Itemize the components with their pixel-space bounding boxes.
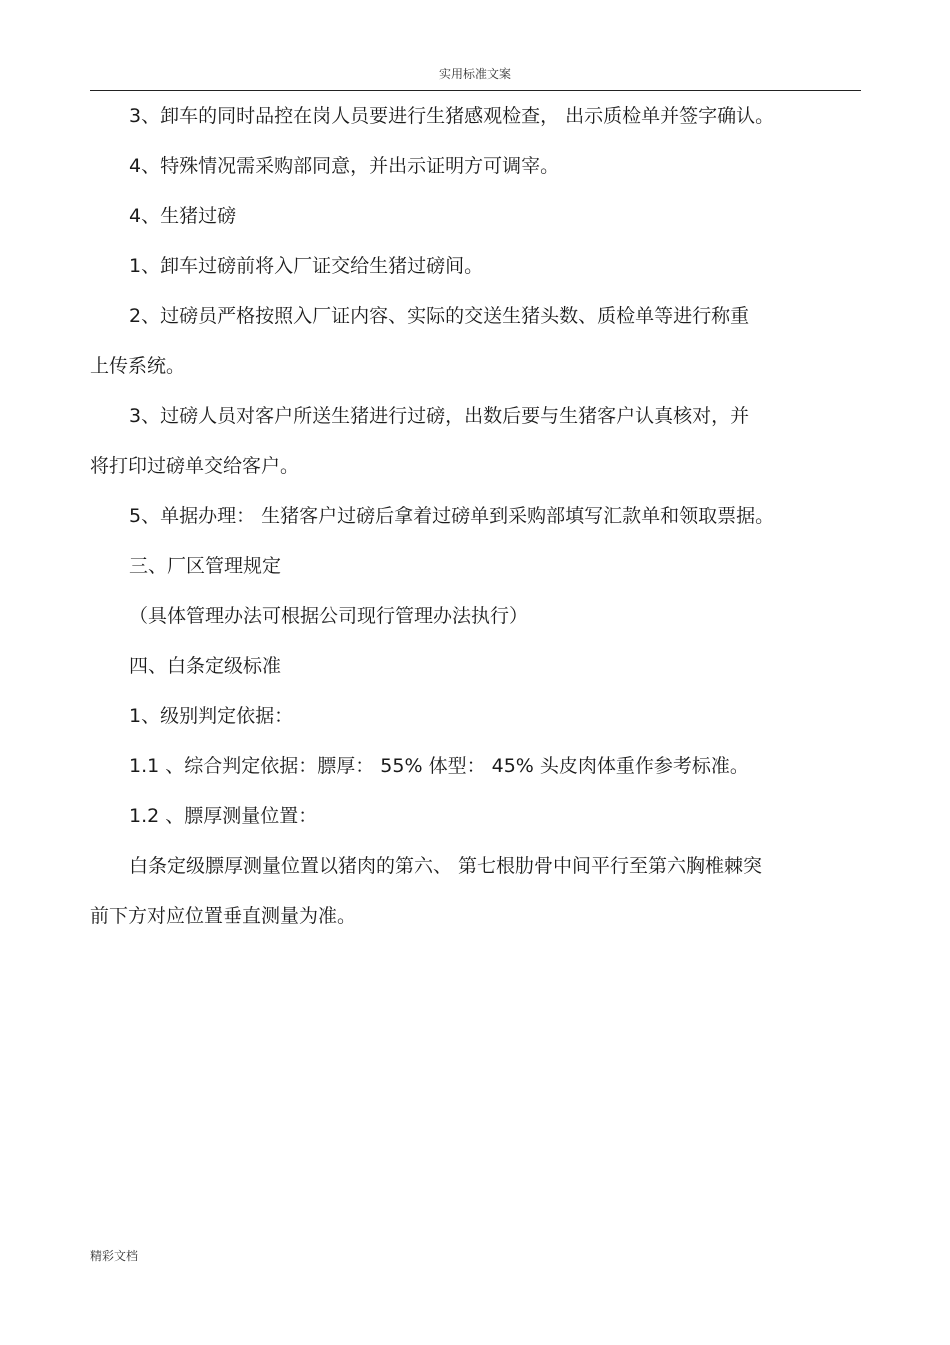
paragraph-line: 5、单据办理： 生猪客户过磅后拿着过磅单到采购部填写汇款单和领取票据。 <box>129 505 775 527</box>
header-title: 实用标准文案 <box>438 67 511 81</box>
section-heading: 4、生猪过磅 <box>129 205 237 227</box>
page-footer: 精彩文档 <box>90 1249 139 1263</box>
paragraph-line: 3、卸车的同时品控在岗人员要进行生猪感观检查， 出示质检单并签字确认。 <box>129 105 775 127</box>
paragraph-line: 2、过磅员严格按照入厂证内容、实际的交送生猪头数、质检单等进行称重 <box>129 305 750 327</box>
section-heading: 四、白条定级标准 <box>129 655 282 677</box>
paragraph-line: 1.1 、综合判定依据：膘厚： 55% 体型： 45% 头皮肉体重作参考标准。 <box>129 755 749 777</box>
section-heading: 三、厂区管理规定 <box>129 555 282 577</box>
paragraph-line: 前下方对应位置垂直测量为准。 <box>90 905 357 927</box>
paragraph-line: （具体管理办法可根据公司现行管理办法执行） <box>129 605 529 627</box>
paragraph-line: 3、过磅人员对客户所送生猪进行过磅，出数后要与生猪客户认真核对，并 <box>129 405 750 427</box>
paragraph-line: 1、级别判定依据： <box>129 705 294 727</box>
header-divider <box>90 90 861 91</box>
paragraph-line: 白条定级膘厚测量位置以猪肉的第六、 第七根肋骨中间平行至第六胸椎棘突 <box>129 855 763 877</box>
paragraph-line: 1、卸车过磅前将入厂证交给生猪过磅间。 <box>129 255 484 277</box>
paragraph-line: 1.2 、膘厚测量位置： <box>129 805 318 827</box>
paragraph-line: 将打印过磅单交给客户。 <box>90 455 300 477</box>
paragraph-line: 4、特殊情况需采购部同意，并出示证明方可调宰。 <box>129 155 560 177</box>
paragraph-line: 上传系统。 <box>90 355 186 377</box>
